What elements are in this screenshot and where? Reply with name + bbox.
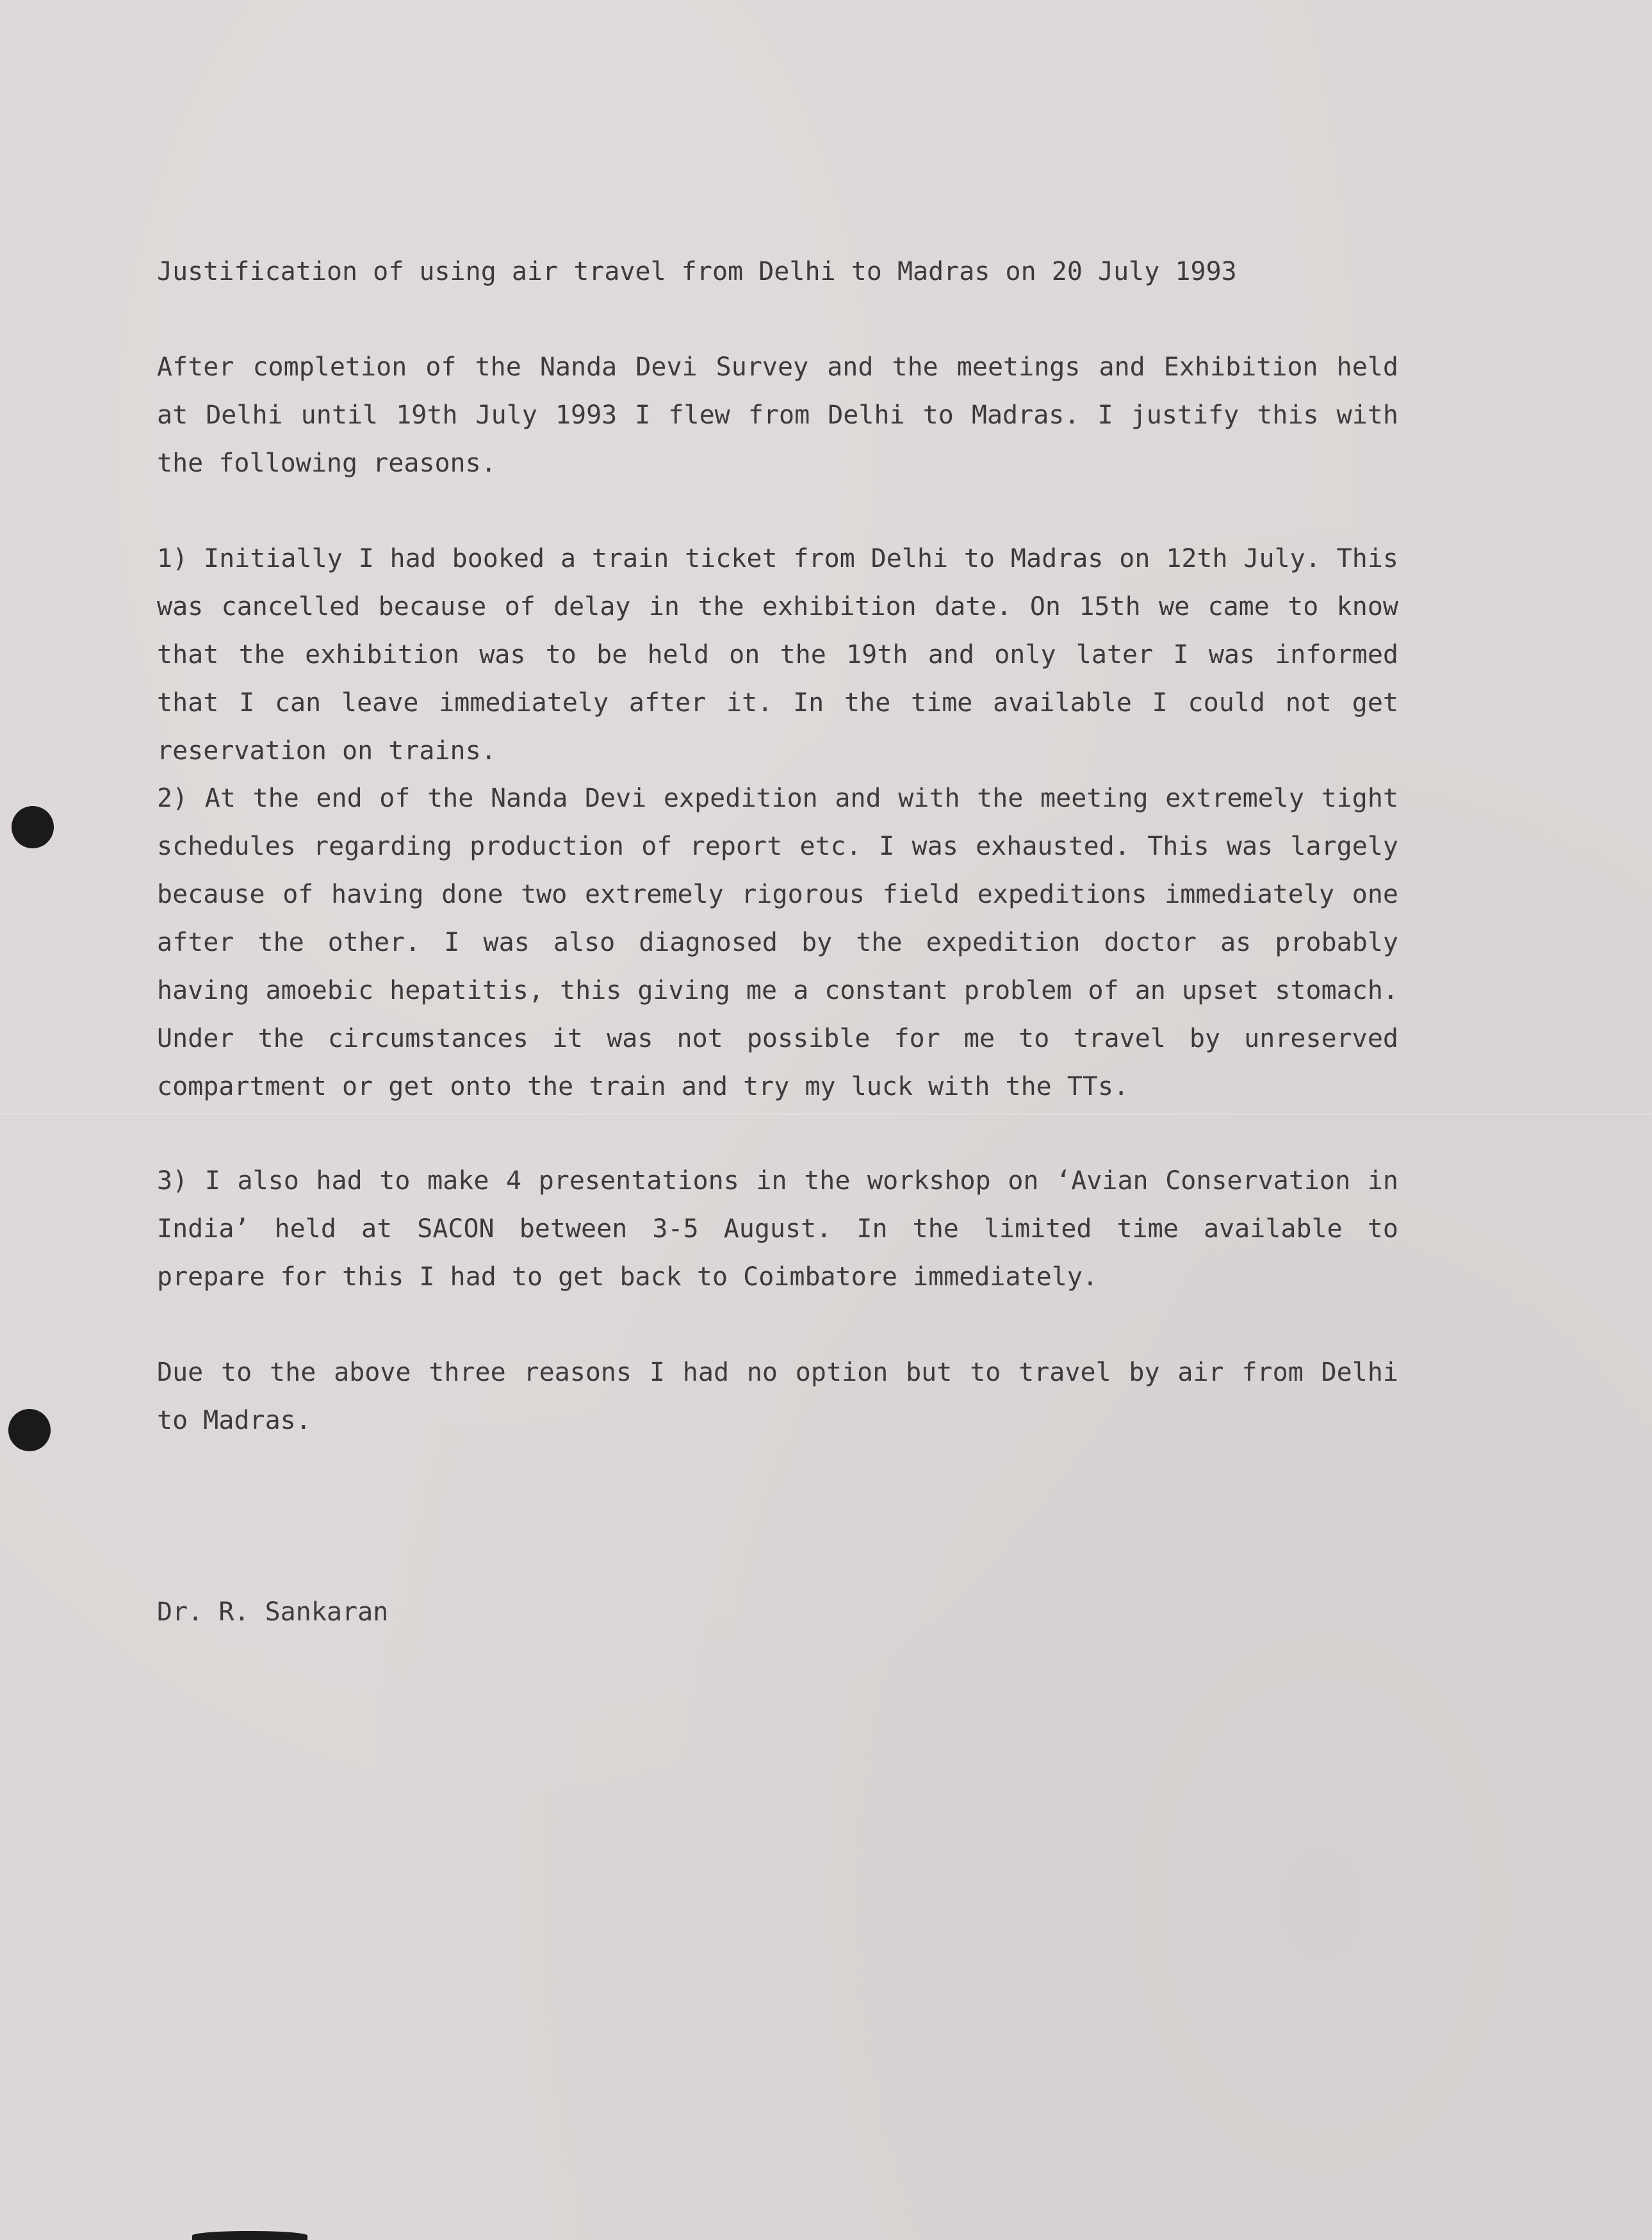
reason-paragraph-3: 3) I also had to make 4 presentations in the workshop on ‘Avian Conservation in India’ held at SACON between 3-5 August. In the limited time available to prepare for this I had to get back to Coimbatore immediately.: [157, 1166, 1398, 1292]
paper-edge-mark: [192, 2231, 307, 2240]
punch-hole-bottom: [8, 1409, 51, 1451]
reason-paragraph-1: 1) Initially I had booked a train ticket from Delhi to Madras on 12th July. This was cancelled because of delay in the exhibition date. On 15th we came to know that the exhibition was to be held on the 19th and only later I was informed that I can leave immediately after it. In the time available I could not get reservation on trains.: [157, 544, 1398, 766]
reason-paragraph-2: 2) At the end of the Nanda Devi expedition and with the meeting extremely tight schedules regarding production of report etc. I was exhausted. This was largely because of having done two extremely rigorous field expeditions immediately one after the other. I was also diagnosed by the expedition doctor as probably having amoebic hepatitis, this giving me a constant problem of an upset stomach. Under the circumstances it was not possible for me to travel by unreserved compartment or get onto the train and try my luck with the TTs.: [157, 784, 1398, 1101]
intro-paragraph: After completion of the Nanda Devi Survey and the meetings and Exhibition held at Delhi until 19th July 1993 I flew from Delhi to Madras. I justify this with the following reasons.: [157, 352, 1398, 478]
conclusion-paragraph: Due to the above three reasons I had no option but to travel by air from Delhi to Madras.: [157, 1358, 1398, 1435]
signature-name: Dr. R. Sankaran: [157, 1597, 389, 1627]
document-title: Justification of using air travel from Delhi to Madras on 20 July 1993: [157, 257, 1237, 286]
paper-fold-line: [0, 1114, 1652, 1116]
punch-hole-top: [12, 806, 54, 848]
